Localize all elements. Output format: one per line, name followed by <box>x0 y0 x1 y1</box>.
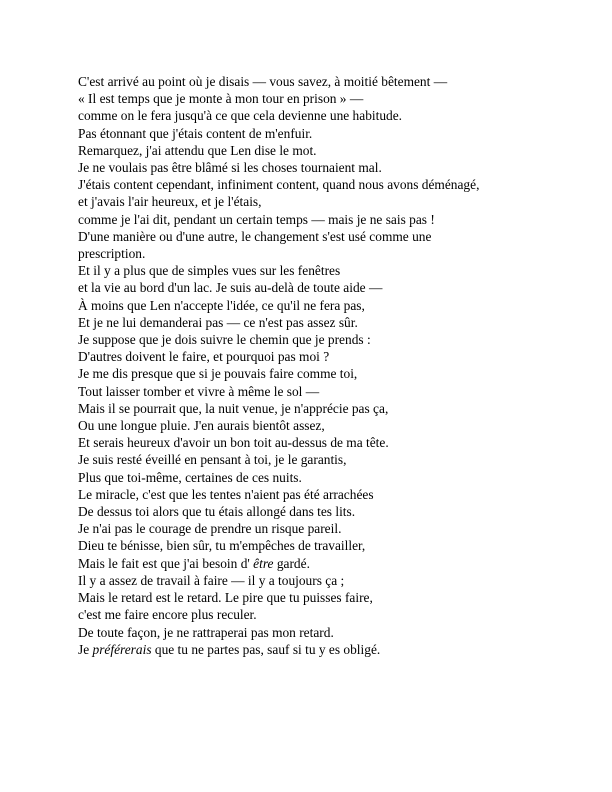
poem-line: et j'avais l'air heureux, et je l'étais, <box>78 194 262 210</box>
poem-line: C'est arrivé au point où je disais — vous savez, à moitié bêtement — <box>78 74 448 89</box>
emphasis-text: préférerais <box>92 641 152 657</box>
poem-line: À moins que Len n'accepte l'idée, ce qu'il ne fera pas, <box>78 297 365 313</box>
poem-line: Pas étonnant que j'étais content de m'enfuir. <box>78 125 313 141</box>
poem-line: Je suis resté éveillé en pensant à toi, je le garantis, <box>78 452 347 468</box>
poem-line: comme je l'ai dit, pendant un certain temps — mais je ne sais pas ! <box>78 211 435 227</box>
poem-line: Et il y a plus que de simples vues sur les fenêtres <box>78 263 341 279</box>
poem-line: Le miracle, c'est que les tentes n'aient pas été arrachées <box>78 486 374 502</box>
poem-line: et la vie au bord d'un lac. Je suis au-delà de toute aide — <box>78 280 383 296</box>
poem-line: « Il est temps que je monte à mon tour en prison » — <box>78 91 364 107</box>
poem-line: De toute façon, je ne rattraperai pas mon retard. <box>78 624 334 640</box>
poem-line: Et serais heureux d'avoir un bon toit au-dessus de ma tête. <box>78 435 389 451</box>
poem-line: comme on le fera jusqu'à ce que cela devienne une habitude. <box>78 108 403 124</box>
poem-line: Mais il se pourrait que, la nuit venue, je n'apprécie pas ça, <box>78 400 389 416</box>
poem-line <box>78 555 578 572</box>
poem-line: De dessus toi alors que tu étais allongé dans tes lits. <box>78 504 356 520</box>
poem-line: c'est me faire encore plus reculer. <box>78 607 257 623</box>
line-text: Je <box>78 641 93 657</box>
poem-line: Je n'ai pas le courage de prendre un risque pareil. <box>78 521 342 537</box>
poem-line: Tout laisser tomber et vivre à même le sol — <box>78 383 320 399</box>
poem-text <box>78 73 578 658</box>
poem-line: Mais le retard est le retard. Le pire que tu puisses faire, <box>78 590 373 606</box>
line-text: gardé. <box>273 555 310 571</box>
poem-line: J'étais content cependant, infiniment content, quand nous avons déménagé, <box>78 177 480 193</box>
poem-line: D'autres doivent le faire, et pourquoi pas moi ? <box>78 349 330 365</box>
poem-line: Je suppose que je dois suivre le chemin que je prends : <box>78 332 371 348</box>
poem-line: Dieu te bénisse, bien sûr, tu m'empêches de travailler, <box>78 538 366 554</box>
poem-line: Je ne voulais pas être blâmé si les choses tournaient mal. <box>78 160 382 176</box>
poem-line: Remarquez, j'ai attendu que Len dise le mot. <box>78 142 317 158</box>
line-text: Mais le fait est que j'ai besoin d' <box>78 555 254 571</box>
poem-line: Et je ne lui demanderai pas — ce n'est pas assez sûr. <box>78 314 358 330</box>
poem-line: prescription. <box>78 246 146 262</box>
poem-line <box>78 641 578 658</box>
poem-line: Je me dis presque que si je pouvais faire comme toi, <box>78 366 358 382</box>
poem-line: Plus que toi-même, certaines de ces nuits. <box>78 469 302 485</box>
poem-line: Ou une longue pluie. J'en aurais bientôt assez, <box>78 418 325 434</box>
poem-line: Il y a assez de travail à faire — il y a toujours ça ; <box>78 572 345 588</box>
poem-line: D'une manière ou d'une autre, le changement s'est usé comme une <box>78 228 432 244</box>
emphasis-text: être <box>253 555 274 571</box>
line-text: que tu ne partes pas, sauf si tu y es obligé. <box>151 641 381 657</box>
